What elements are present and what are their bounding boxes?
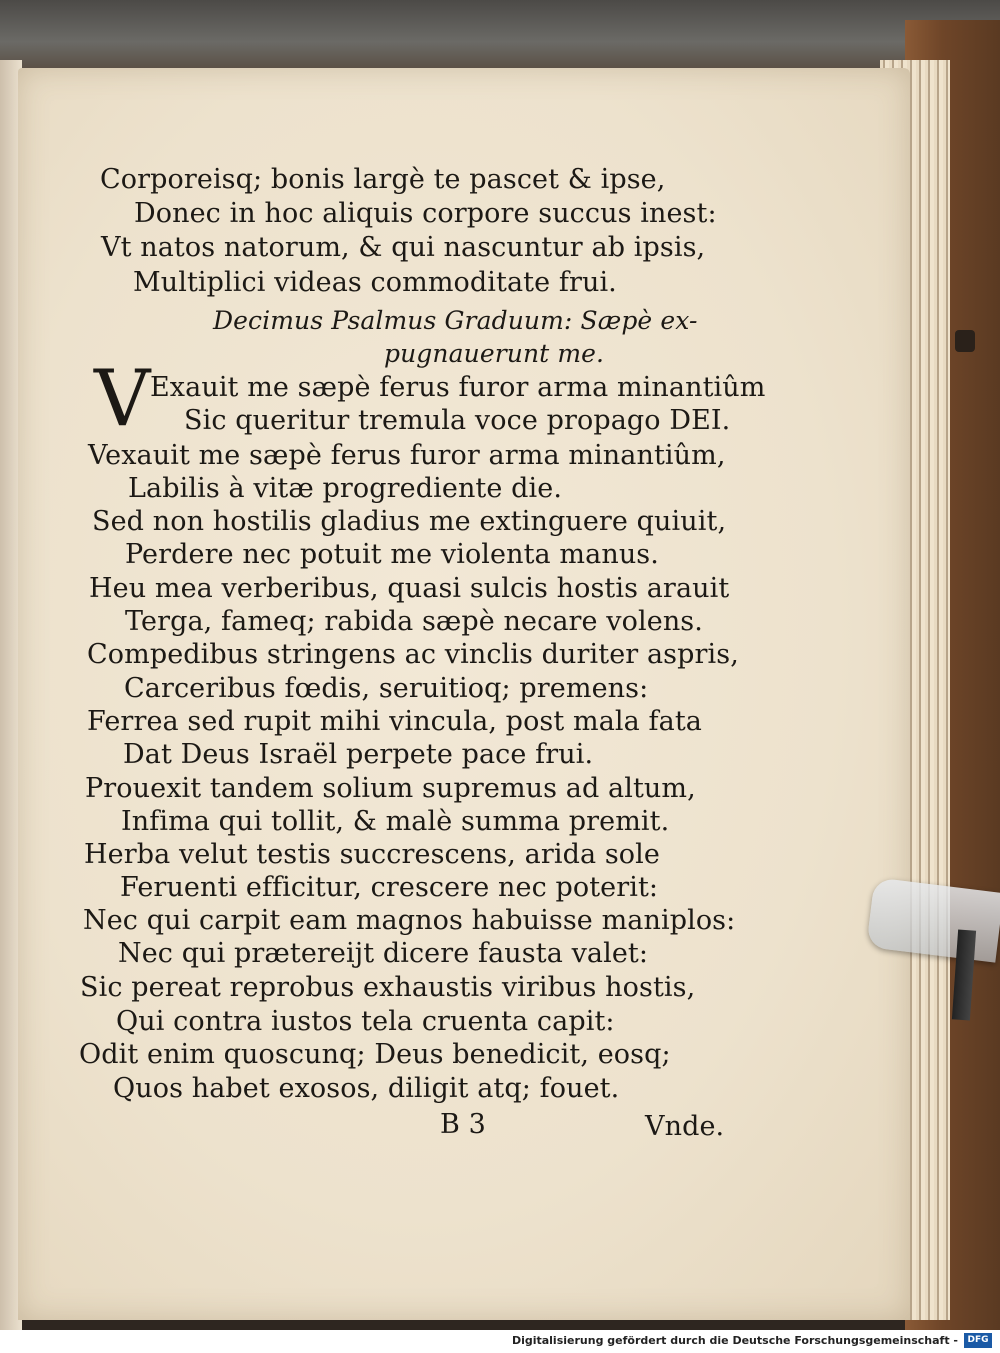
signature-mark: B 3: [440, 1109, 486, 1140]
verse-line: Carceribus fœdis, seruitioq; premens:: [124, 673, 649, 704]
verse-line: Terga, fameq; rabida sæpè necare volens.: [125, 606, 703, 637]
funding-credit: Digitalisierung gefördert durch die Deutsche Forschungsgemeinschaft -: [511, 1334, 958, 1347]
verse-line: Sic queritur tremula voce propago DEI.: [184, 405, 731, 436]
verse-line: Nec qui carpit eam magnos habuisse maniplos:: [83, 905, 736, 936]
verse-line: Heu mea verberibus, quasi sulcis hostis arauit: [89, 573, 730, 604]
verse-line: Quos habet exosos, diligit atq; fouet.: [113, 1073, 620, 1104]
verse-line: Sed non hostilis gladius me extinguere quiuit,: [92, 506, 727, 537]
verse-line: Nec qui prætereijt dicere fausta valet:: [118, 938, 649, 969]
verse-line: Dat Deus Israël perpete pace frui.: [123, 739, 594, 770]
verse-line: Vexauit me sæpè ferus furor arma minantiûm,: [88, 440, 726, 471]
verse-line: Compedibus stringens ac vinclis duriter aspris,: [87, 639, 739, 670]
drop-capital: V: [94, 354, 151, 444]
verse-line: Exauit me sæpè ferus furor arma minantiûm: [150, 372, 766, 403]
verse-line: Vt natos natorum, & qui nascuntur ab ipsis,: [101, 232, 706, 263]
verse-line: Prouexit tandem solium supremus ad altum,: [85, 773, 696, 804]
verse-line: Infima qui tollit, & malè summa premit.: [121, 806, 670, 837]
verse-line: Ferrea sed rupit mihi vincula, post mala fata: [87, 706, 702, 737]
verse-line: Perdere nec potuit me violenta manus.: [125, 539, 659, 570]
verse-line: Feruenti efficitur, crescere nec poterit:: [120, 872, 659, 903]
section-heading: pugnauerunt me.: [384, 339, 605, 368]
verse-line: Labilis à vitæ progrediente die.: [128, 473, 563, 504]
verse-line: Multiplici videas commoditate frui.: [133, 267, 617, 298]
verse-line: Odit enim quoscunq; Deus benedicit, eosq;: [79, 1039, 671, 1070]
verse-line: Sic pereat reprobus exhaustis viribus hostis,: [80, 972, 696, 1003]
verse-line: Donec in hoc aliquis corpore succus inest:: [134, 198, 717, 229]
footer-bar: [0, 1330, 1000, 1353]
dfg-logo: DFG: [964, 1333, 992, 1348]
verse-line: Corporeisq; bonis largè te pascet & ipse,: [100, 164, 666, 195]
catchword: Vnde.: [645, 1111, 725, 1142]
verse-line: Herba velut testis succrescens, arida sole: [84, 839, 660, 870]
section-heading: Decimus Psalmus Graduum: Sæpè ex-: [213, 306, 698, 335]
verse-line: Qui contra iustos tela cruenta capit:: [116, 1006, 615, 1037]
